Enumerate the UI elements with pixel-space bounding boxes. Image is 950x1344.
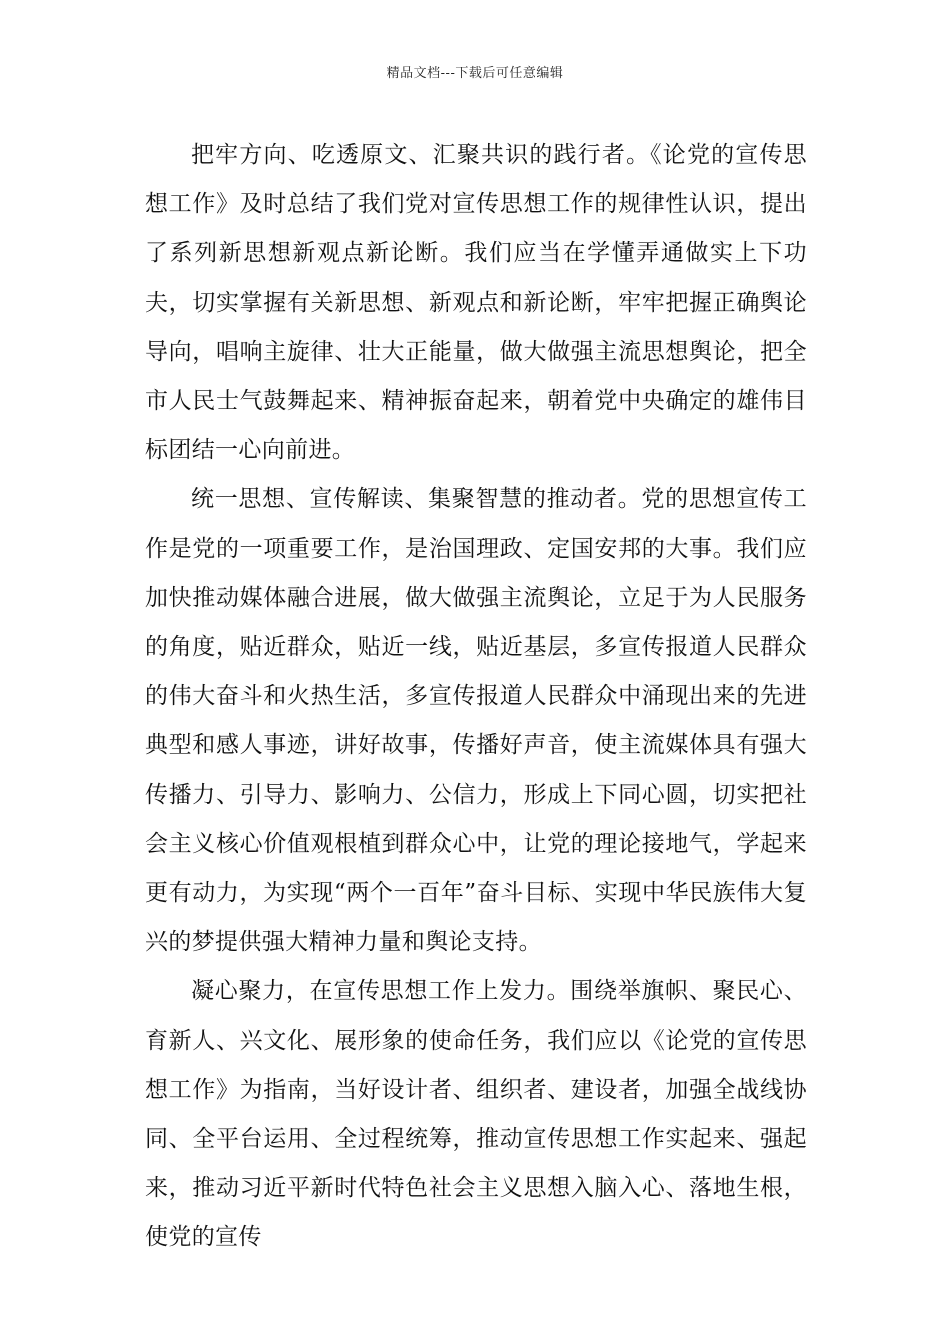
paragraph-2: 统一思想、宣传解读、集聚智慧的推动者。党的思想宣传工作是党的一项重要工作，是治国理政、定国安邦的大事。我们应加快推动媒体融合进展，做大做强主流舆论，立足于为人民服务的角度，贴近群众，贴近一线，贴近基层，多宣传报道人民群众的伟大奋斗和火热生活，多宣传报道人民群众中涌现出来的先进典型和感人事迹，讲好故事，传播好声音，使主流媒体具有强大传播力、引导力、影响力、公信力，形成上下同心圆，切实把社会主义核心价值观根植到群众心中，让党的理论接地气，学起来更有动力，为实现“两个一百年”奋斗目标、实现中华民族伟大复兴的梦提供强大精神力量和舆论支持。 (145, 486, 807, 956)
paragraph-3: 凝心聚力，在宣传思想工作上发力。围绕举旗帜、聚民心、育新人、兴文化、展形象的使命任务，我们应以《论党的宣传思想工作》为指南，当好设计者、组织者、建设者，加强全战线协同、全平台运用、全过程统筹，推动宣传思想工作实起来、强起来，推动习近平新时代特色社会主义思想入脑入心、落地生根，使党的宣传 (145, 978, 807, 1251)
page-header: 精品文档---下载后可任意编辑 (386, 66, 564, 81)
document-body (145, 131, 807, 1263)
paragraph-1: 把牢方向、吃透原文、汇聚共识的践行者。《论党的宣传思想工作》及时总结了我们党对宣传思想工作的规律性认识，提出了系列新思想新观点新论断。我们应当在学懂弄通做实上下功夫，切实掌握有关新思想、新观点和新论断，牢牢把握正确舆论导向，唱响主旋律、壮大正能量，做大做强主流思想舆论，把全市人民士气鼓舞起来、精神振奋起来，朝着党中央确定的雄伟目标团结一心向前进。 (145, 142, 807, 464)
